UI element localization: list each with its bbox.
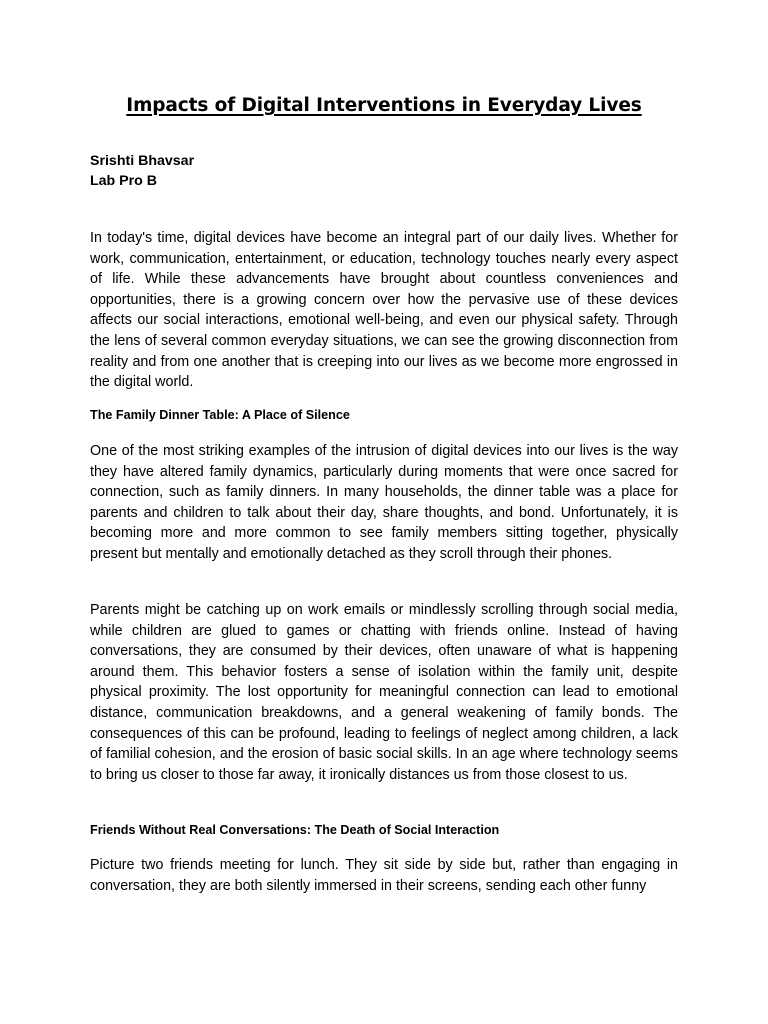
author-group: Lab Pro B	[90, 173, 158, 189]
intro-paragraph: In today's time, digital devices have become an integral part of our daily lives. Whether for work, communication, entertainment, or education, technology touches nearly every aspect of life. While these advancements have brought about countless conveniences and opportunities, there is a growing concern over how the pervasive use of these devices affects our social interactions, emotional well-being, and even our physical safety. Through the lens of several common everyday situations, we can see the growing disconnection from reality and from one another that is creeping into our lives as we become more engrossed in the digital world.	[90, 230, 678, 391]
author-name: Srishti Bhavsar	[90, 153, 195, 169]
family-dinner-paragraph-1: One of the most striking examples of the intrusion of digital devices into our lives is the way they have altered family dynamics, particularly during moments that were once sacred for connection, such as family dinners. In many households, the dinner table was a place for parents and children to talk about their day, share thoughts, and bond. Unfortunately, it is becoming more and more common to see family members sitting together, physically present but mentally and emotionally detached as they scroll through their phones.	[90, 443, 678, 562]
section-heading-family-dinner: The Family Dinner Table: A Place of Silence	[90, 408, 350, 422]
friends-paragraph-1: Picture two friends meeting for lunch. They sit side by side but, rather than engaging in conversation, they are both silently immersed in their screens, sending each other funny	[90, 857, 678, 894]
family-dinner-paragraph-2: Parents might be catching up on work emails or mindlessly scrolling through social media, while children are glued to games or chatting with friends online. Instead of having conversations, they are consumed by their devices, often unaware of what is happening around them. This behavior fosters a sense of isolation within the family unit, despite physical proximity. The lost opportunity for meaningful connection can lead to emotional distance, communication breakdowns, and a general weakening of family bonds. The consequences of this can be profound, leading to feelings of neglect among children, a lack of familial cohesion, and the erosion of basic social skills. In an age where technology seems to bring us closer to those far away, it ironically distances us from those closest to us.	[90, 602, 678, 783]
section-heading-friends: Friends Without Real Conversations: The Death of Social Interaction	[90, 823, 500, 837]
author-block	[90, 151, 194, 191]
document-title: Impacts of Digital Interventions in Everyday Lives	[126, 95, 642, 116]
